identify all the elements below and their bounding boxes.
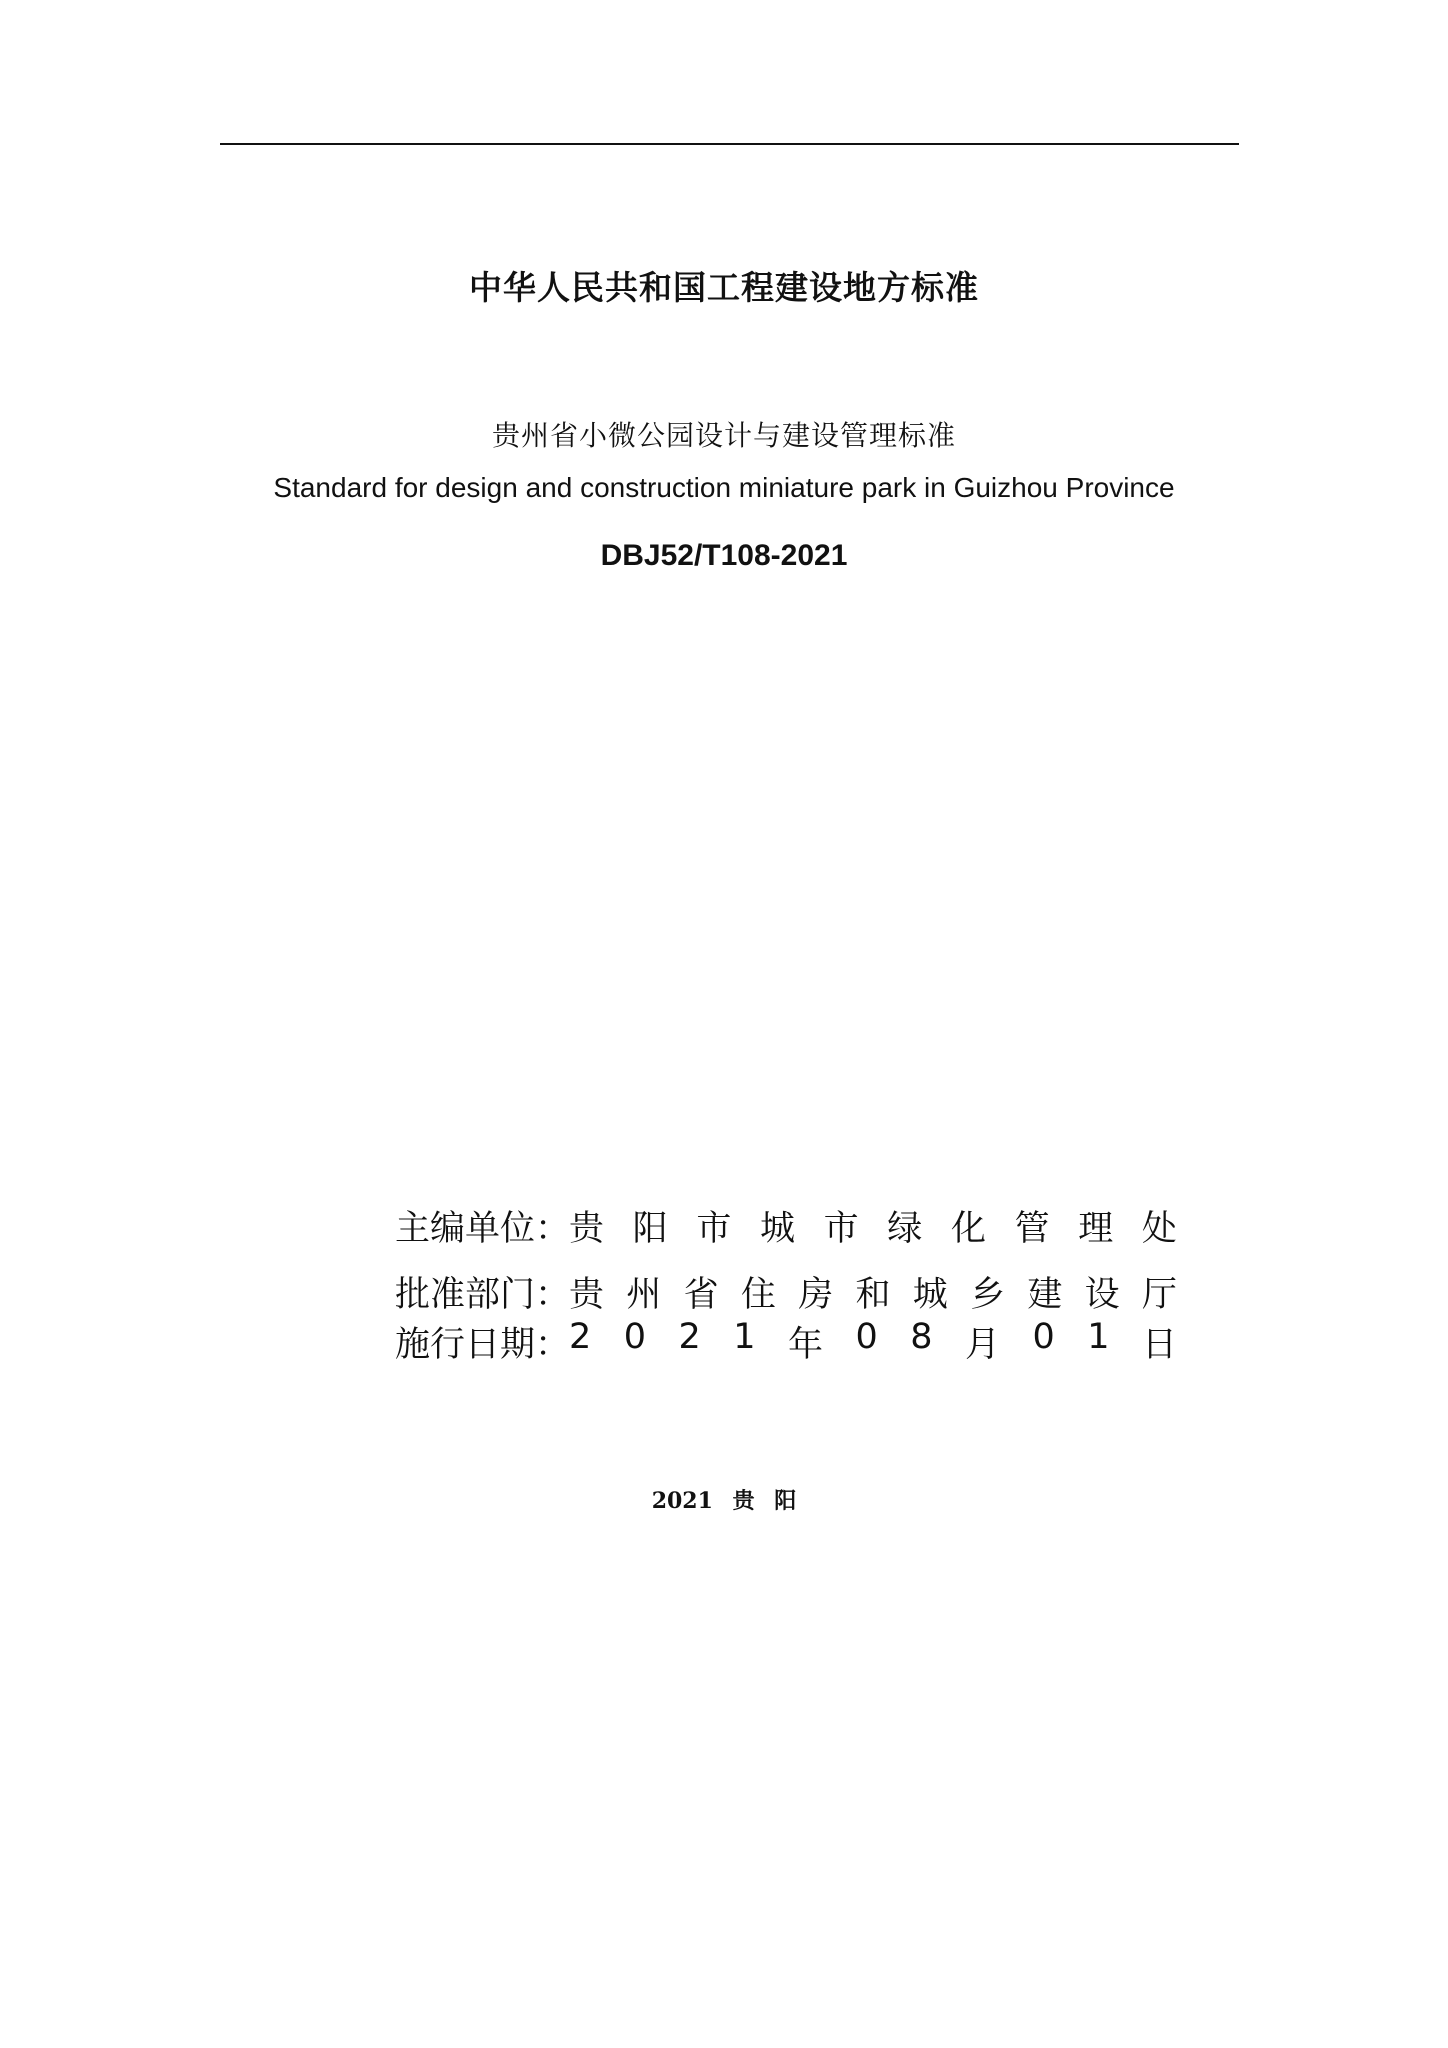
top-rule [220,143,1239,145]
effective-date-char: 年 [788,1325,824,1365]
standard-category-title: 中华人民共和国工程建设地方标准 [469,268,979,307]
approver-char: 和 [855,1275,891,1315]
approver-char: 房 [798,1275,834,1315]
approver-char: 城 [912,1275,948,1315]
editor-unit-row [395,1196,1177,1256]
effective-date-char: 0 [855,1317,878,1357]
editor-unit-char: 绿 [887,1209,923,1249]
approver-char: 建 [1027,1275,1063,1315]
approver-char: 乡 [970,1275,1006,1315]
editor-unit-value [569,1201,1177,1251]
approver-char: 厅 [1141,1275,1177,1315]
effective-date-char: 1 [1087,1317,1110,1357]
approver-label: 批准部门： [395,1275,571,1315]
editor-unit-char: 理 [1078,1209,1114,1249]
editor-unit-char: 化 [950,1209,986,1249]
effective-date-char: 2 [569,1317,592,1357]
imprint-city-char: 贵 [732,1488,755,1514]
effective-date-char: 8 [910,1317,933,1357]
effective-date-char: 0 [623,1317,647,1357]
effective-date-value [569,1317,1177,1367]
editor-unit-char: 管 [1014,1209,1050,1249]
standard-name-english: Standard for design and construction miniature park in Guizhou Province [273,472,1175,503]
standard-code: DBJ52/T108-2021 [600,539,848,572]
effective-date-label: 施行日期： [395,1325,571,1365]
effective-date-char: 2 [678,1317,701,1357]
approver-char: 贵 [569,1275,605,1315]
effective-date-char: 0 [1032,1317,1055,1357]
approver-char: 省 [683,1275,719,1315]
effective-date-char: 月 [964,1325,1000,1365]
editor-unit-char: 城 [759,1209,795,1249]
imprint-city-char: 阳 [774,1488,797,1514]
approver-char: 州 [626,1275,662,1315]
approver-char: 住 [740,1275,776,1315]
standard-name-chinese: 贵州省小微公园设计与建设管理标准 [491,419,956,452]
approver-char: 设 [1084,1275,1120,1315]
editor-unit-char: 贵 [569,1209,605,1249]
effective-date-char: 日 [1141,1325,1177,1365]
editor-unit-char: 处 [1141,1209,1177,1249]
approver-value [569,1267,1177,1317]
editor-unit-char: 市 [823,1209,859,1249]
editor-unit-char: 市 [696,1209,732,1249]
editor-unit-char: 阳 [632,1209,668,1249]
editor-unit-label: 主编单位： [395,1209,571,1249]
effective-date-char: 1 [733,1317,756,1357]
imprint-year: 2021 [651,1488,713,1514]
effective-date-row [395,1312,1177,1372]
publication-imprint [0,1484,1448,1515]
